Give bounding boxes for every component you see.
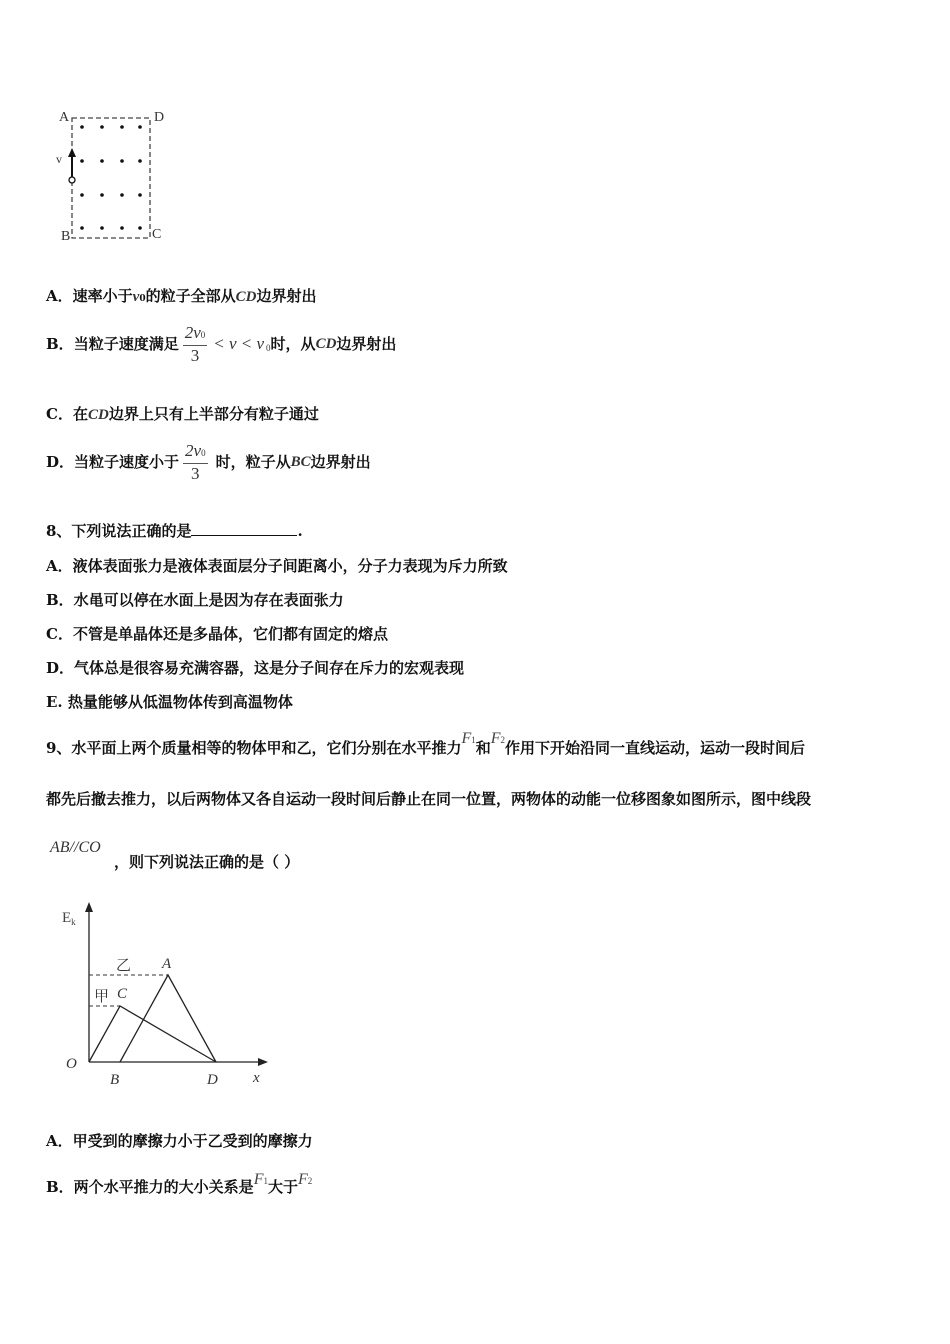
label-yi: 乙 [116,956,132,974]
q9-stem-line1: 9、水平面上两个质量相等的物体甲和乙，它们分别在水平推力F1和F2作用下开始沿同一直线运动，运动一段时间后 [46,730,806,757]
label-x: x [253,1070,260,1086]
particle-origin [69,177,75,183]
label-c: C [152,227,162,242]
magnetic-field-figure [52,104,182,249]
label-b: B [61,229,71,244]
q8-stem: 8、下列说法正确的是 . [46,522,303,540]
label-ek: $E_k$ [62,910,76,927]
q7-option-d: D． 当粒子速度小于 $\frac{2v0}{3}$ 时，粒子从 BC 边界射出 [46,440,371,483]
label-a: A [59,110,70,125]
label-jia: 甲 [94,987,110,1005]
fraction-2v0-over-3: $\frac{2v0}{3}$ [185,440,206,483]
q8-option-a: A．液体表面张力是液体表面层分子间距离小，分子力表现为斥力所致 [46,557,508,575]
label-d: D [154,110,165,125]
label-a: A [162,956,172,972]
x-axis-arrow [258,1058,268,1066]
q9-option-a: A．甲受到的摩擦力小于乙受到的摩擦力 [46,1132,313,1150]
line-yi-bad [120,975,216,1062]
ek-x-graph [58,898,278,1092]
answer-blank [191,521,297,536]
label-c: C [117,986,128,1002]
fraction-2v0-over-3: $\frac{2v0}{3}$ [184,322,206,365]
q7-option-b: B． 当粒子速度满足 $\frac{2v0}{3}$ < v < v 0 时，从 CD 边界射出 [46,322,397,365]
field-dots [80,125,142,230]
label-b: B [110,1072,120,1088]
q8-option-d: D．气体总是很容易充满容器，这是分子间存在斥力的宏观表现 [46,659,465,677]
q8-option-e: E. 热量能够从低温物体传到高温物体 [46,693,293,711]
velocity-arrowhead [68,148,76,157]
line-jia-ocd [89,1006,216,1062]
q7-option-c: C．在CD边界上只有上半部分有粒子通过 [46,405,319,423]
q9-stem-line2: 都先后撤去推力，以后两物体又各自运动一段时间后静止在同一位置，两物体的动能一位移图象如图所示，图中线段 [46,790,812,808]
label-o: O [66,1056,77,1072]
y-axis-arrow [85,902,93,912]
label-v: v [56,152,62,166]
q8-option-c: C．不管是单晶体还是多晶体，它们都有固定的熔点 [46,625,388,643]
q7-option-a: A．速率小于v0的粒子全部从CD边界射出 [46,287,317,305]
label-d: D [207,1072,218,1088]
q9-option-b: B．两个水平推力的大小关系是F1大于F2 [46,1171,313,1196]
q8-option-b: B．水黾可以停在水面上是因为存在表面张力 [46,591,344,609]
field-boundary [72,118,150,238]
